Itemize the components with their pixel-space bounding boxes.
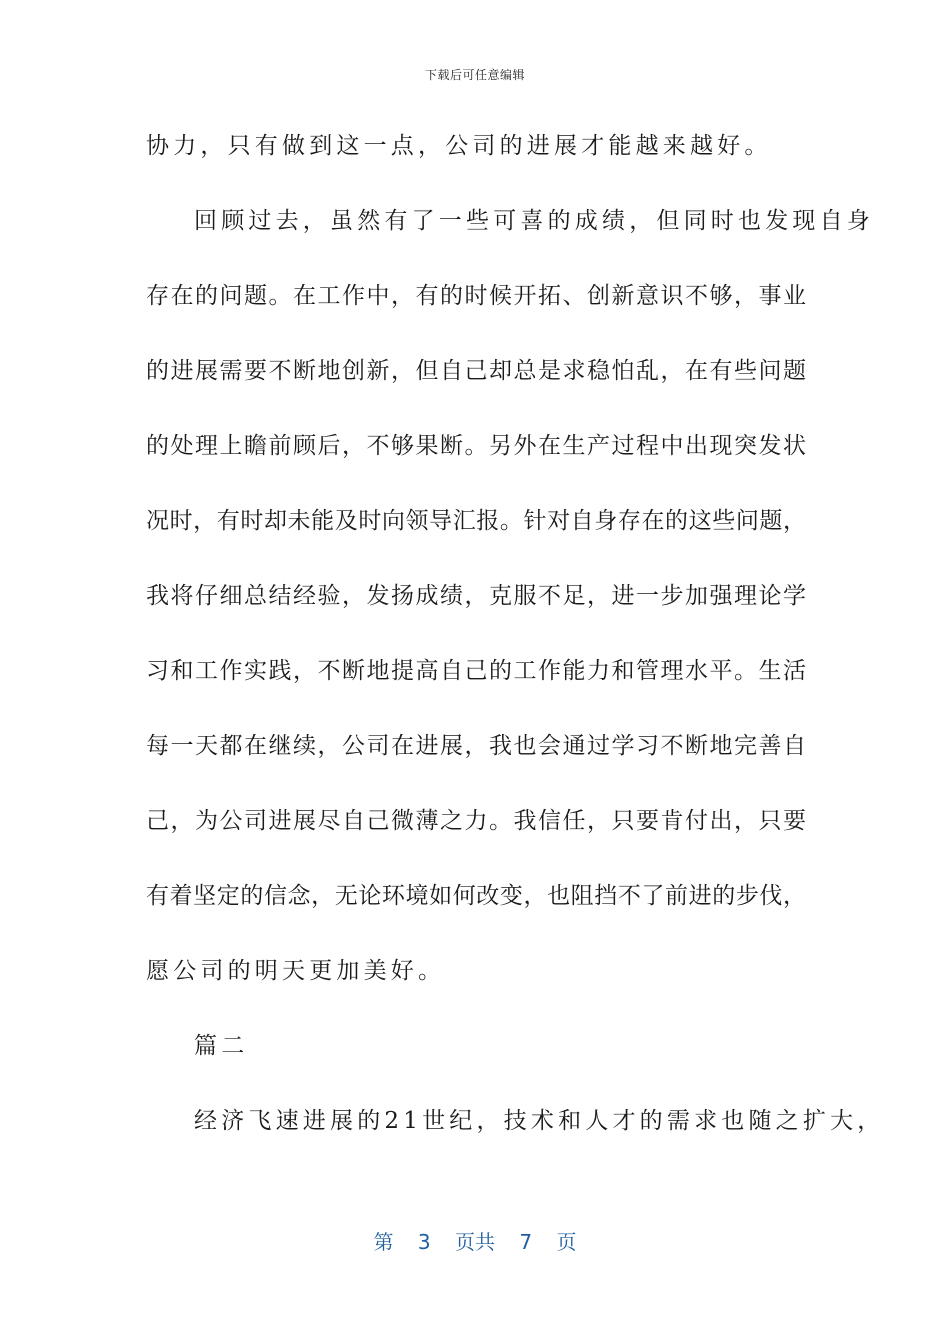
paragraph-line: 的进展需要不断地创新，但自己却总是求稳怕乱，在有些问题	[146, 358, 806, 384]
header-note: 下载后可任意编辑	[424, 68, 525, 82]
section-heading: 篇二	[194, 1033, 249, 1059]
paragraph-line: 存在的问题。在工作中，有的时候开拓、创新意识不够，事业	[146, 283, 806, 309]
paragraph-line: 每一天都在继续，公司在进展，我也会通过学习不断地完善自	[146, 733, 806, 759]
page-suffix: 页	[556, 1230, 577, 1254]
paragraph-line: 有着坚定的信念，无论环境如何改变，也阻挡不了前进的步伐，	[146, 883, 806, 909]
total-pages-number: 7	[519, 1230, 533, 1254]
paragraph-line: 习和工作实践，不断地提高自己的工作能力和管理水平。生活	[146, 658, 806, 684]
paragraph-line: 己，为公司进展尽自己微薄之力。我信任，只要肯付出，只要	[146, 808, 806, 834]
paragraph-line: 回顾过去，虽然有了一些可喜的成绩，但同时也发现自身	[194, 208, 874, 234]
paragraph-line: 经济飞速进展的21世纪，技术和人才的需求也随之扩大，	[194, 1108, 885, 1134]
page-middle: 页共	[455, 1230, 495, 1254]
paragraph-line: 我将仔细总结经验，发扬成绩，克服不足，进一步加强理论学	[146, 583, 806, 609]
page-prefix: 第	[373, 1230, 394, 1254]
body-text	[146, 120, 885, 1170]
page-footer	[0, 1226, 950, 1255]
paragraph-line: 况时，有时却未能及时向领导汇报。针对自身存在的这些问题，	[146, 508, 806, 534]
paragraph-line: 的处理上瞻前顾后，不够果断。另外在生产过程中出现突发状	[146, 433, 806, 459]
paragraph-line: 协力，只有做到这一点，公司的进展才能越来越好。	[146, 133, 772, 159]
paragraph-line: 愿公司的明天更加美好。	[146, 958, 446, 984]
current-page-number: 3	[417, 1230, 431, 1254]
